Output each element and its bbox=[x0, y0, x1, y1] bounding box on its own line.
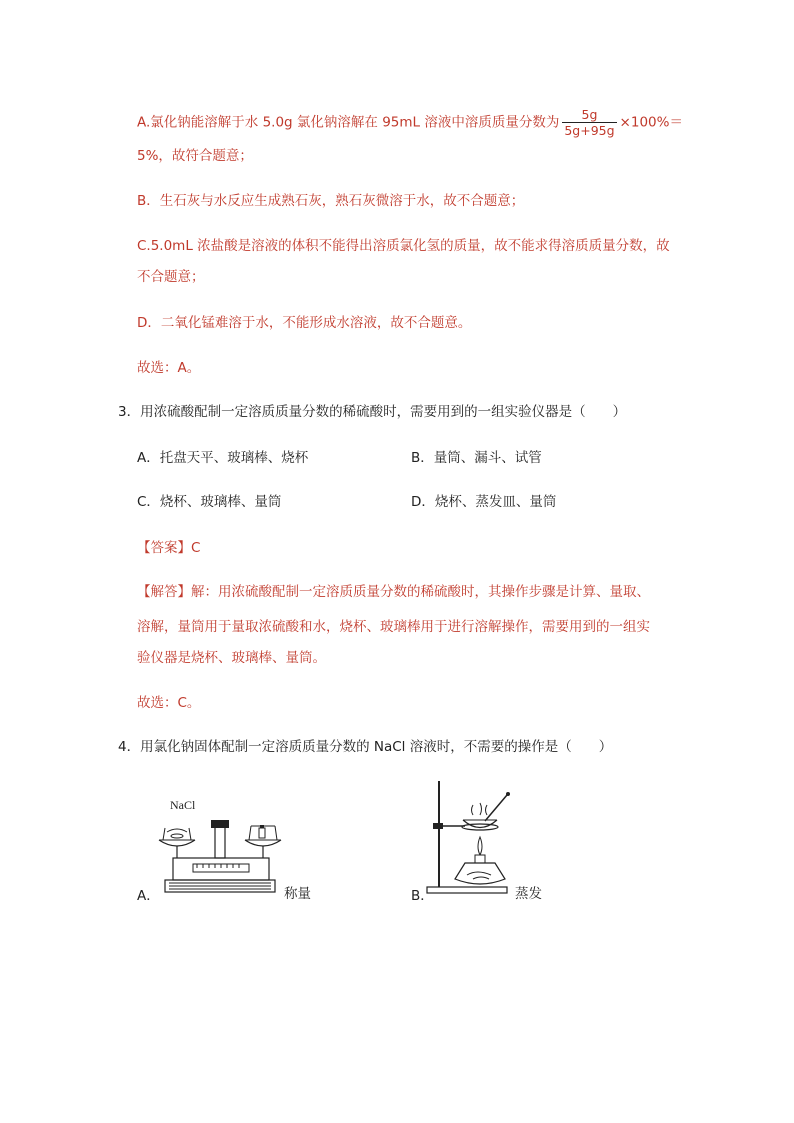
option-d-explanation: D．二氧化锰难溶于水，不能形成水溶液，故不合题意。 bbox=[137, 315, 472, 331]
analysis-label: 【解答】 bbox=[137, 584, 191, 600]
option-a-explanation bbox=[137, 107, 683, 138]
answer-value: C bbox=[191, 540, 201, 556]
balance-illustration bbox=[155, 810, 280, 900]
fig-b-caption: 蒸发 bbox=[515, 886, 542, 902]
q3-analysis bbox=[137, 583, 650, 601]
option-c-explanation-cont: 不合题意； bbox=[137, 269, 205, 285]
option-a-explanation-cont: 5%，故符合题意； bbox=[137, 148, 253, 164]
q3-choice: 故选：C。 bbox=[137, 695, 201, 711]
q3-option-d: D．烧杯、蒸发皿、量筒 bbox=[411, 494, 557, 510]
fig-a-nacl-tag: NaCl bbox=[170, 798, 196, 812]
analysis-text: 解：用浓硫酸配制一定溶质质量分数的稀硫酸时，其操作步骤是计算、量取、 bbox=[191, 584, 650, 600]
q3-analysis-cont-1: 溶解，量筒用于量取浓硫酸和水，烧杯、玻璃棒用于进行溶解操作，需要用到的一组实 bbox=[137, 619, 650, 635]
fraction-numerator: 5g bbox=[562, 107, 616, 123]
fraction-denominator: 5g+95g bbox=[564, 123, 615, 138]
q3-answer bbox=[137, 539, 200, 557]
q3-stem: 3．用浓硫酸配制一定溶质质量分数的稀硫酸时，需要用到的一组实验仪器是（ ） bbox=[118, 404, 627, 420]
option-c-explanation: C.5.0mL 浓盐酸是溶液的体积不能得出溶质氯化氢的质量，故不能求得溶质质量分数，故 bbox=[137, 238, 670, 254]
prev-choice: 故选：A。 bbox=[137, 360, 201, 376]
answer-label: 【答案】 bbox=[137, 540, 191, 556]
q4-stem: 4．用氯化钠固体配制一定溶质质量分数的 NaCl 溶液时，不需要的操作是（ ） bbox=[118, 739, 613, 755]
option-a-suffix: ×100%＝ bbox=[619, 114, 683, 131]
mass-fraction bbox=[562, 107, 616, 138]
fig-a-caption: 称量 bbox=[284, 886, 311, 902]
fig-a-letter: A． bbox=[137, 888, 160, 904]
q3-option-a: A．托盘天平、玻璃棒、烧杯 bbox=[137, 450, 309, 466]
fig-b-letter: B． bbox=[411, 888, 434, 904]
q3-analysis-cont-2: 验仪器是烧杯、玻璃棒、量筒。 bbox=[137, 650, 326, 666]
option-a-text: A.氯化钠能溶解于水 5.0g 氯化钠溶解在 95mL 溶液中溶质质量分数为 bbox=[137, 114, 560, 131]
q3-option-c: C．烧杯、玻璃棒、量筒 bbox=[137, 494, 282, 510]
evaporation-illustration bbox=[425, 775, 515, 900]
option-b-explanation: B．生石灰与水反应生成熟石灰，熟石灰微溶于水，故不合题意； bbox=[137, 193, 525, 209]
q3-option-b: B．量筒、漏斗、试管 bbox=[411, 450, 542, 466]
